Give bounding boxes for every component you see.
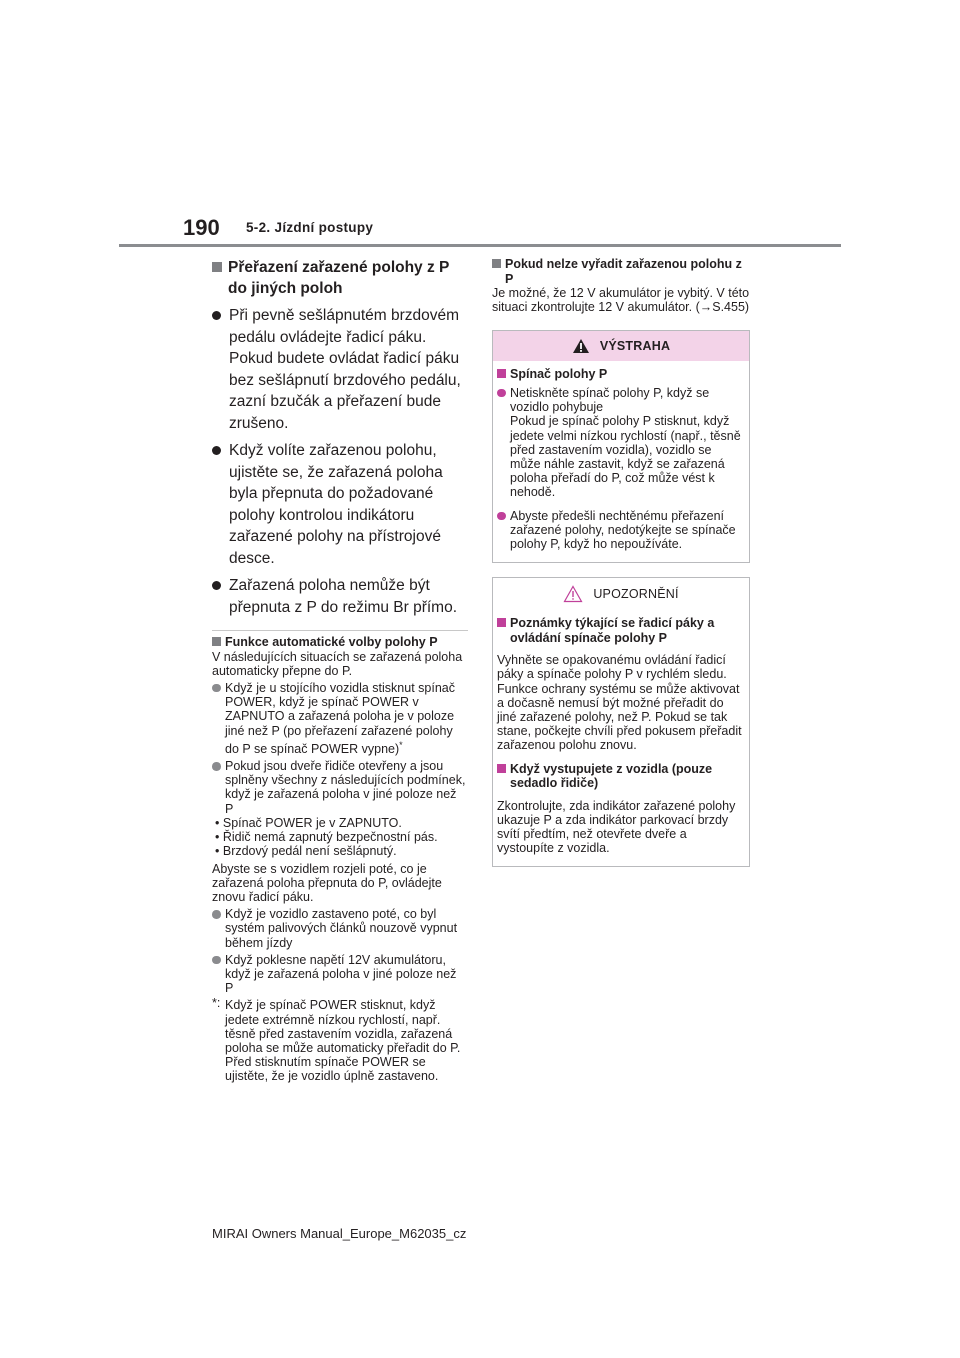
list-item: Abyste předešli nechtěnému přeřazení zařazené polohy, nedotýkejte se spínače polohy P, když ho nepoužíváte.	[497, 509, 743, 552]
notice-heading: Když vystupujete z vozidla (pouze sedadlo řidiče)	[497, 762, 743, 791]
footnote-mark: *:	[212, 996, 221, 1011]
body-text: Abyste se s vozidlem rozjeli poté, co je zařazená poloha přepnuta do P, ovládejte znovu řadicí páku.	[212, 861, 442, 904]
list-item: • Brzdový pedál není sešlápnutý.	[215, 844, 397, 859]
square-bullet-icon	[497, 369, 506, 378]
bullet-dot-icon	[497, 512, 506, 521]
heading-auto-p: Funkce automatické volby polohy P	[212, 635, 468, 650]
bullet-dot-icon	[212, 446, 221, 455]
warning-triangle-icon	[572, 338, 590, 354]
bullet-dot-icon	[212, 581, 221, 590]
bullet-dot-icon	[212, 684, 221, 693]
square-bullet-icon	[492, 259, 501, 268]
list-item: Zařazená poloha nemůže být přepnuta z P do režimu Br přímo.	[212, 575, 468, 618]
section-divider	[212, 630, 468, 631]
header-rule	[119, 244, 841, 247]
heading-cannot-shift: Pokud nelze vyřadit zařazenou polohu z P	[492, 257, 750, 286]
square-bullet-icon	[497, 618, 506, 627]
footnote-ref: *	[399, 739, 403, 750]
list-item: Když poklesne napětí 12V akumulátoru, když je zařazená poloha v jiné poloze než P	[212, 953, 468, 996]
square-bullet-icon	[212, 637, 221, 646]
square-bullet-icon	[497, 764, 506, 773]
list-item: Když je vozidlo zastaveno poté, co byl systém palivových článků nouzově vypnut během jízdy	[212, 907, 468, 950]
bullet-dot-icon	[212, 762, 221, 771]
body-text: Funkce ochrany systému se může aktivovat a dočasně nemusí být možné přeřadit do jiné zařazené polohy, než P. Pokud se tak stane, počkejte chvíli před pokusem přeřadit zařazenou polohu znovu.	[497, 681, 742, 753]
caution-triangle-icon	[563, 585, 583, 603]
list-item: • Spínač POWER je v ZAPNUTO.	[215, 815, 402, 830]
bullet-dot-icon	[212, 910, 221, 919]
list-item: Pokud jsou dveře řidiče otevřeny a jsou splněny všechny z následujících podmínek, když je zařazená poloha v jiné poloze než P	[212, 759, 468, 816]
right-column	[492, 257, 750, 879]
notice-body	[493, 610, 749, 866]
footer-text: MIRAI Owners Manual_Europe_M62035_cz	[212, 1226, 467, 1241]
list-item: Při pevně sešlápnutém brzdovém pedálu ovládejte řadicí páku. Pokud budete ovládat řadicí páku bez sešlápnutí brzdového pedálu, zazní bzučák a přeřazení bude zrušeno.	[212, 305, 468, 434]
warning-heading: Spínač polohy P	[497, 367, 743, 382]
notice-header: UPOZORNĚNÍ	[493, 578, 749, 610]
list-item: Když je u stojícího vozidla stisknut spínač POWER, když je spínač POWER v ZAPNUTO a zařazená poloha je v poloze jiné než P (po přeřazení zařazené polohy do P se spínač POWER vypne)*	[212, 681, 468, 756]
warning-header: VÝSTRAHA	[493, 331, 749, 361]
page-number: 190	[183, 215, 220, 240]
list-item: Když volíte zařazenou polohu, ujistěte se, že zařazená poloha byla přepnuta do požadované polohy kontrolou indikátoru zařazené polohy na přístrojové desce.	[212, 440, 468, 569]
section-title: 5-2. Jízdní postupy	[246, 220, 374, 235]
body-text: Je možné, že 12 V akumulátor je vybitý. V této situaci zkontrolujte 12 V akumulátor. (→S.455)	[492, 286, 750, 315]
notice-heading: Poznámky týkající se řadicí páky a ovládání spínače polohy P	[497, 616, 743, 645]
warning-body	[493, 361, 749, 562]
body-text: Pokud je spínač polohy P stisknut, když jedete velmi nízkou rychlostí (např., těsně před zastavením vozidla), vozidlo se může náhle zastavit, když se zařazená poloha přeřadí do P, což může vést k nehodě.	[510, 414, 741, 500]
warning-box	[492, 330, 750, 563]
body-text: Zkontrolujte, zda indikátor zařazené polohy ukazuje P a zda indikátor parkovací brzdy svítí předtím, než otevřete dveře a vystoupíte z vozidla.	[497, 798, 736, 856]
body-text: Vyhněte se opakovanému ovládání řadicí páky a spínače polohy P v rychlém sledu.	[497, 653, 727, 682]
notice-box	[492, 577, 750, 867]
footnote: *: Když je spínač POWER stisknut, když jedete extrémně nízkou rychlostí, např. těsně před zastavením vozidla, zařazená poloha se může automaticky přeřadit do P. Před stisknutím spínače POWER se ujistěte, že je vozidlo úplně zastaveno.	[212, 996, 461, 1084]
intro-text: V následujících situacích se zařazená poloha automaticky přepne do P.	[212, 649, 463, 678]
heading-shift-from-p: Přeřazení zařazené polohy z P do jiných poloh	[212, 257, 468, 299]
bullet-dot-icon	[212, 956, 221, 965]
list-item: • Řidič nemá zapnutý bezpečnostní pás.	[215, 830, 438, 845]
square-bullet-icon	[212, 262, 222, 272]
bullet-dot-icon	[497, 389, 506, 398]
list-item: Netiskněte spínač polohy P, když se vozidlo pohybuje	[497, 386, 743, 414]
left-column	[212, 257, 468, 1084]
bullet-dot-icon	[212, 311, 221, 320]
